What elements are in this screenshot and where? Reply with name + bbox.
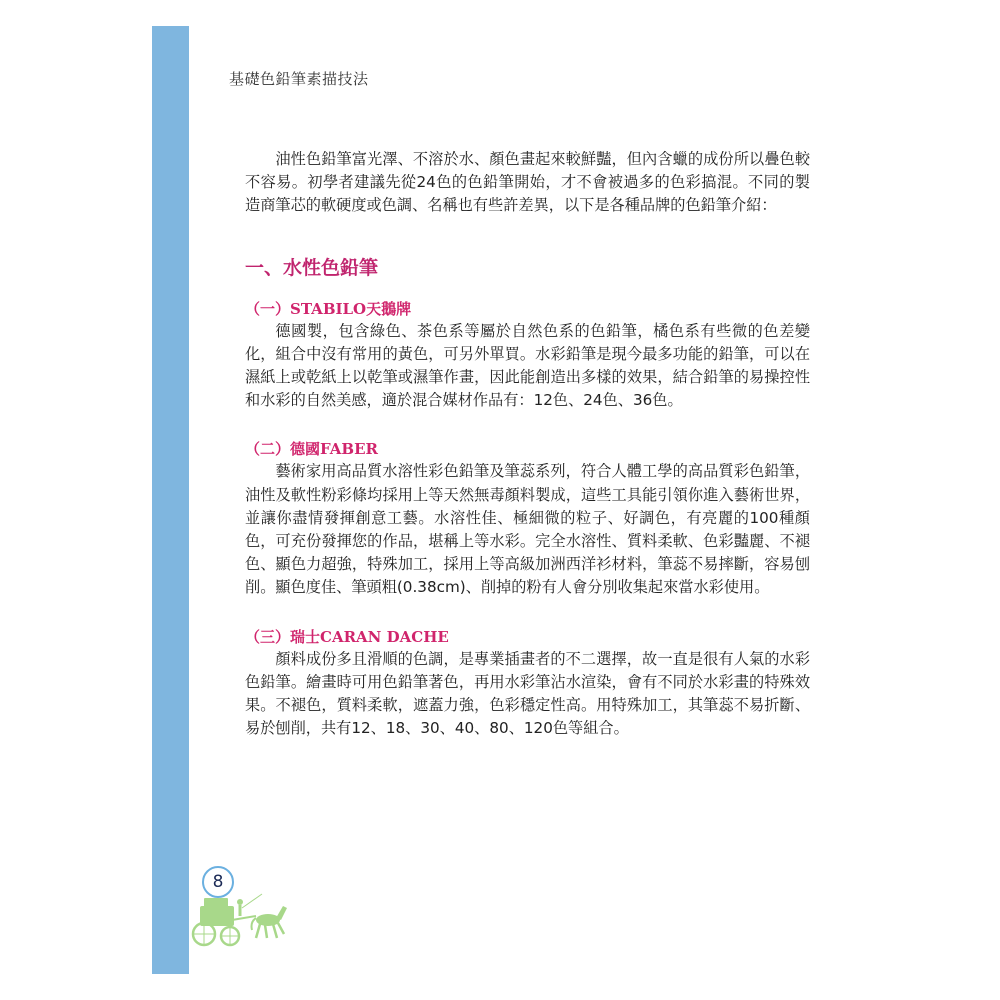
intro-paragraph: 油性色鉛筆富光澤、不溶於水、顏色畫起來較鮮豔，但內含蠟的成份所以疊色較不容易。初學者建議先從24色的色鉛筆開始，才不會被過多的色彩搞混。不同的製造商筆芯的軟硬度或色調、名稱也有些許差異，以下是各種品牌的色鉛筆介紹：: [245, 150, 810, 215]
page-sidebar-bar: [152, 26, 189, 974]
subsection-title: （二）德國FABER: [245, 440, 378, 459]
subsection-body: 藝術家用高品質水溶性彩色鉛筆及筆蕊系列，符合人體工學的高品質彩色鉛筆，油性及軟性粉彩條均採用上等天然無毒顏料製成，這些工具能引領你進入藝術世界，並讓你盡情發揮創意工藝。水溶性佳、極細微的粒子、好調色，有亮麗的100種顏色，可充份發揮您的作品，堪稱上等水彩。完全水溶性、質料柔軟、色彩豔麗、不褪色、顯色力超強，特殊加工，採用上等高級加洲西洋衫材料，筆蕊不易摔斷，容易刨削。顯色度佳、筆頭粗(0.38cm)、削掉的粉有人會分別收集起來當水彩使用。: [245, 462, 810, 597]
horse-carriage-icon: [188, 888, 292, 950]
subsection-title: （一）STABILO天鵝牌: [245, 299, 412, 318]
page-content: [245, 148, 810, 740]
subsection-caran-dache: [245, 626, 810, 741]
section-title: 一、水性色鉛筆: [245, 256, 379, 279]
page-number: 8: [202, 866, 234, 898]
subsection-title: （三）瑞士CARAN DACHE: [245, 627, 449, 646]
running-head: 基礎色鉛筆素描技法: [229, 70, 369, 88]
subsection-body: 顏料成份多且滑順的色調，是專業插畫者的不二選擇，故一直是很有人氣的水彩色鉛筆。繪畫時可用色鉛筆著色，再用水彩筆沾水渲染，會有不同於水彩畫的特殊效果。不褪色，質料柔軟，遮蓋力強，色彩穩定性高。用特殊加工，其筆蕊不易折斷、易於刨削，共有12、18、30、40、80、120色等組合。: [245, 649, 810, 738]
subsection-body: 德國製，包含綠色、茶色系等屬於自然色系的色鉛筆，橘色系有些微的色差變化，組合中沒有常用的黃色，可另外單買。水彩鉛筆是現今最多功能的鉛筆，可以在濕紙上或乾紙上以乾筆或濕筆作畫，因此能創造出多樣的效果，結合鉛筆的易操控性和水彩的自然美感，適於混合媒材作品有：12色、24色、36色。: [245, 321, 810, 410]
subsection-faber: [245, 438, 810, 599]
subsection-stabilo: [245, 298, 810, 413]
